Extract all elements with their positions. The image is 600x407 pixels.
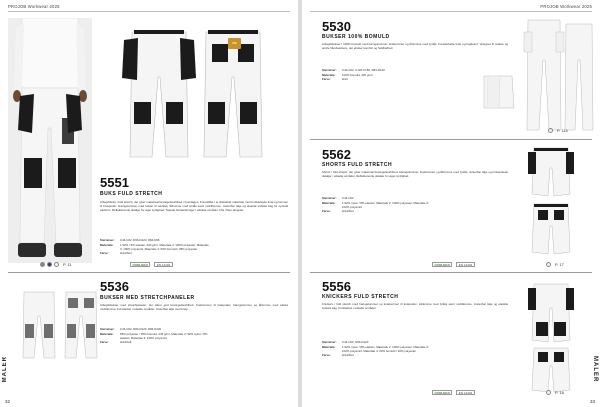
product-code: 5536 [100, 279, 129, 294]
product-name: BUKS FULD STRETCH [100, 191, 163, 197]
product-image-5536 [18, 288, 108, 360]
spec-value: C44-C62, D96-D120, D84-D96 [120, 238, 160, 242]
spec-value: Hvid [342, 77, 348, 81]
section-divider [310, 139, 592, 140]
catalog-page-right [302, 0, 600, 407]
spec-value: Hvid/Sort [342, 209, 354, 213]
spec-value: Hvid/Sort [342, 353, 354, 357]
spec-label: Størrelser: [100, 327, 115, 331]
section-tab: MALER [2, 356, 8, 383]
spec-label: Farve: [322, 353, 331, 357]
spec-value: 100% bomuld, 320 g/m² [342, 72, 373, 77]
product-code: 5562 [322, 147, 351, 162]
swatch-navy [47, 262, 52, 267]
product-specs [322, 68, 432, 82]
feature-badges [432, 390, 475, 395]
product-name: BUKSER 100% BOMULD [322, 34, 390, 40]
product-code: 5556 [322, 279, 351, 294]
spec-value: Hvid/Grå [120, 340, 132, 344]
spec-value: C44-C62, D96-D120 [342, 340, 369, 344]
standard-badge: EN 14404 [456, 390, 474, 395]
page-number: 33 [589, 399, 595, 404]
spec-label: Farve: [100, 340, 109, 344]
page-reference: P. 17 [555, 262, 564, 267]
standard-badge: EN 14404 [154, 262, 172, 267]
product-specs [322, 340, 432, 358]
spec-label: Farve: [322, 209, 331, 213]
color-swatches [546, 390, 564, 395]
model-figure-illustration [8, 18, 92, 263]
running-head: PROJOB Workwear 2025 [8, 4, 60, 9]
section-divider [8, 272, 290, 273]
swatch-white [548, 128, 553, 133]
spec-label: Størrelser: [100, 238, 115, 242]
swatch-white [546, 390, 551, 395]
page-reference: P. 114 [557, 128, 568, 133]
page-reference: P. 16 [555, 390, 564, 395]
spec-label: Farve: [100, 251, 109, 255]
spec-label: Farve: [322, 77, 331, 81]
standard-badge: EN 14404 [456, 262, 474, 267]
model-photo [8, 18, 92, 263]
product-code: 5551 [100, 175, 129, 190]
swatch-grey [40, 262, 45, 267]
color-swatches [546, 262, 564, 267]
product-image-5551 [104, 22, 289, 162]
coolmax-badge: COOLMAX [432, 390, 452, 395]
product-name: BUKSER MED STRETCHPANELER [100, 295, 195, 301]
spec-value: Hvid/Sort [120, 251, 132, 255]
spec-label: Størrelser: [322, 196, 337, 200]
product-description: Knickers i fuld stretch med hængelommer og knælommer til knæpuder. Lårlomme med lynlås samt mobillomme. Justerbar talje og elastisk indsats bag. Forstærket i udsatte områder. [322, 302, 508, 311]
certification-badge: CE [228, 38, 241, 49]
product-image-5530-folded [482, 70, 552, 110]
spec-label: Materiale: [322, 200, 336, 205]
spec-value: C42-C62, C146-C156, D84-D120 [342, 68, 385, 72]
running-head: PROJOB Workwear 2025 [540, 4, 592, 9]
header-rule [8, 11, 290, 12]
product-specs [100, 238, 210, 256]
swatch-white [546, 262, 551, 267]
catalog-page-left [0, 0, 298, 407]
spec-label: Størrelser: [322, 68, 337, 72]
product-name: SHORTS FULD STRETCH [322, 162, 393, 168]
product-description: Arbejdsbukser med stretchpaneler, der sikrer god bevægelsesfrihed. Knælommer til knæpuder, hængelommer og lårlomme med ekstra mobillomme. Forstærket i udsatte områder. Justerbar talje med knap. [100, 303, 288, 312]
product-description: Arbejdsbuks i fuld stretch, der giver maksimal bevægelsesfrihed i hverdagen. Fremstillet i et slidstærkt materiale med forstærkede knæ og lommer til knæpuder. Hængelommer med holder til værktøj, lårlomme med lynlås samt mobillomme. Justerbar talje og elastisk indsats bag for optimal pasform. Reflekterende detaljer for øget synlighed. Tapede forstærkninger i udsatte områder. Fås i flere længder. [100, 200, 288, 213]
spec-label: Størrelser: [322, 340, 337, 344]
section-divider [310, 272, 592, 273]
spec-label: Materiale: [322, 344, 336, 349]
product-specs [100, 327, 210, 345]
spec-value: C44-C62 [342, 196, 354, 200]
spec-value: 1 92% / 8% elastan, 200 g/m². Materiale 2: 100% polyester. Materiale 3: 100% polyamid. Materiale 4: 60% bomuld / 35% polyester [120, 242, 209, 251]
header-rule [310, 11, 592, 12]
spec-label: Materiale: [100, 242, 114, 247]
product-image-5556 [514, 282, 594, 394]
coolmax-badge: COOLMAX [130, 262, 150, 267]
section-tab: MALER [592, 356, 598, 383]
coolmax-badge: COOLMAX [432, 262, 452, 267]
product-image-5562 [514, 146, 594, 258]
product-specs [322, 196, 432, 214]
spec-value: 1 92% nylon / 8% elastan. Materiale 2: 100% polyester. Materiale 3: 100% polyamid [342, 200, 429, 209]
spec-label: Materiale: [100, 331, 114, 336]
color-swatches [40, 262, 72, 267]
product-code: 5530 [322, 19, 351, 34]
page-number: 32 [5, 399, 11, 404]
product-name: KNICKERS FULD STRETCH [322, 294, 399, 300]
product-description: Shorts i fuld stretch, der giver maksimal bevægelsesfrihed. Hængelommer, knælommer og lårlomme med lynlås. Justerbar talje og forstærkede detaljer i udsatte områder. Reflekterende detaljer for øget synlighed. [322, 170, 508, 179]
spec-value: C44-C62, D84-D120, D96-D120 [120, 327, 162, 331]
feature-badges [130, 262, 173, 267]
swatch-white [54, 262, 59, 267]
spec-value: 1 92% nylon / 8% elastan. Materiale 2: 100% polyester. Materiale 3: 100% polyamid. Materiale 4: 60% bomuld / 40% polyester [342, 344, 429, 353]
feature-badges [432, 262, 475, 267]
spec-value: 65% polyester / 35% bomuld, 245 g/m². Materiale 2: 92% nylon / 8% elastan. Materiale 3: 100% polyamid [120, 331, 208, 340]
spec-label: Materiale: [322, 72, 336, 77]
page-reference: P. 11 [63, 262, 72, 267]
color-swatches [548, 128, 568, 133]
product-description: Arbejdsbukser i 100% bomuld med hængelommer, knælommer og lårlomme med lynlås. Forstærkede knæ og bagbund. Velegnet til malere og andre håndværkere, der ønsker komfort og holdbarhed. [322, 42, 508, 51]
